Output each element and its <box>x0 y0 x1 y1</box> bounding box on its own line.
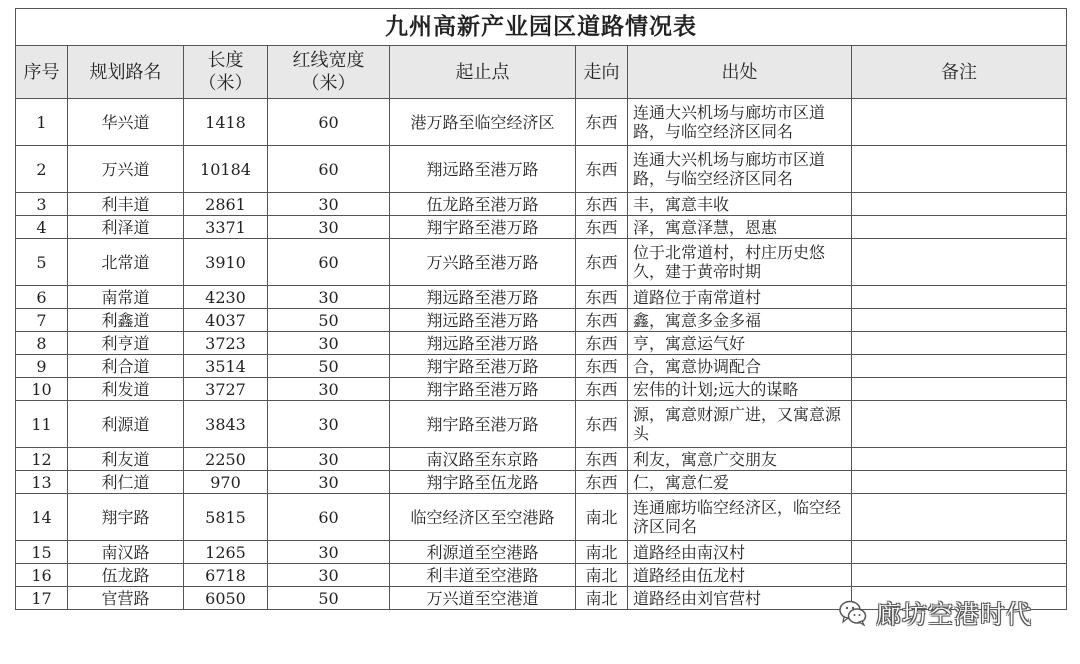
table-row <box>16 146 1067 193</box>
cell-red-line-width: 30 <box>268 286 390 309</box>
cell-direction: 南北 <box>576 541 628 564</box>
header-length: 长度（米） <box>184 46 268 99</box>
cell-remarks <box>852 193 1067 216</box>
cell-start-end: 伍龙路至港万路 <box>390 193 576 216</box>
cell-red-line-width: 30 <box>268 471 390 494</box>
cell-direction: 东西 <box>576 99 628 146</box>
cell-start-end: 翔远路至港万路 <box>390 286 576 309</box>
cell-length: 4037 <box>184 309 268 332</box>
cell-origin: 丰，寓意丰收 <box>628 193 852 216</box>
cell-start-end: 翔宇路至港万路 <box>390 378 576 401</box>
table-title: 九州高新产业园区道路情况表 <box>16 9 1067 46</box>
cell-road-name: 伍龙路 <box>68 564 184 587</box>
cell-road-name: 南常道 <box>68 286 184 309</box>
cell-road-name: 南汉路 <box>68 541 184 564</box>
header-road-name: 规划路名 <box>68 46 184 99</box>
cell-origin: 泽，寓意泽慧，恩惠 <box>628 216 852 239</box>
table-row <box>16 286 1067 309</box>
cell-red-line-width: 30 <box>268 564 390 587</box>
table-row <box>16 216 1067 239</box>
cell-index: 9 <box>16 355 68 378</box>
cell-origin: 道路位于南常道村 <box>628 286 852 309</box>
cell-red-line-width: 60 <box>268 146 390 193</box>
cell-start-end: 翔远路至港万路 <box>390 309 576 332</box>
cell-direction: 南北 <box>576 587 628 610</box>
cell-road-name: 利发道 <box>68 378 184 401</box>
cell-length: 970 <box>184 471 268 494</box>
cell-remarks <box>852 541 1067 564</box>
cell-origin: 连通大兴机场与廊坊市区道路，与临空经济区同名 <box>628 99 852 146</box>
wechat-icon <box>838 598 868 628</box>
cell-road-name: 北常道 <box>68 239 184 286</box>
cell-direction: 东西 <box>576 471 628 494</box>
cell-direction: 东西 <box>576 355 628 378</box>
cell-red-line-width: 50 <box>268 355 390 378</box>
cell-direction: 南北 <box>576 564 628 587</box>
cell-index: 14 <box>16 494 68 541</box>
cell-remarks <box>852 309 1067 332</box>
cell-remarks <box>852 146 1067 193</box>
cell-origin: 合，寓意协调配合 <box>628 355 852 378</box>
cell-red-line-width: 30 <box>268 332 390 355</box>
cell-start-end: 翔宇路至港万路 <box>390 216 576 239</box>
cell-red-line-width: 30 <box>268 541 390 564</box>
cell-start-end: 翔宇路至伍龙路 <box>390 471 576 494</box>
cell-length: 1418 <box>184 99 268 146</box>
cell-direction: 东西 <box>576 448 628 471</box>
cell-start-end: 万兴路至港万路 <box>390 239 576 286</box>
cell-length: 2250 <box>184 448 268 471</box>
table-row <box>16 239 1067 286</box>
header-direction: 走向 <box>576 46 628 99</box>
cell-origin: 亨，寓意运气好 <box>628 332 852 355</box>
cell-red-line-width: 30 <box>268 216 390 239</box>
table-row <box>16 193 1067 216</box>
cell-direction: 东西 <box>576 193 628 216</box>
table-row <box>16 309 1067 332</box>
cell-remarks <box>852 401 1067 448</box>
header-start-end: 起止点 <box>390 46 576 99</box>
cell-start-end: 翔远路至港万路 <box>390 146 576 193</box>
road-info-table <box>15 8 1067 610</box>
cell-start-end: 港万路至临空经济区 <box>390 99 576 146</box>
cell-remarks <box>852 332 1067 355</box>
cell-road-name: 利友道 <box>68 448 184 471</box>
cell-direction: 东西 <box>576 309 628 332</box>
cell-remarks <box>852 448 1067 471</box>
table-row <box>16 355 1067 378</box>
cell-index: 13 <box>16 471 68 494</box>
cell-road-name: 利源道 <box>68 401 184 448</box>
header-red-line-width: 红线宽度（米） <box>268 46 390 99</box>
cell-road-name: 利泽道 <box>68 216 184 239</box>
cell-start-end: 利源道至空港路 <box>390 541 576 564</box>
cell-road-name: 官营路 <box>68 587 184 610</box>
cell-length: 2861 <box>184 193 268 216</box>
cell-index: 8 <box>16 332 68 355</box>
cell-index: 1 <box>16 99 68 146</box>
table-body <box>16 99 1067 610</box>
cell-start-end: 临空经济区至空港路 <box>390 494 576 541</box>
cell-length: 1265 <box>184 541 268 564</box>
cell-road-name: 万兴道 <box>68 146 184 193</box>
cell-direction: 东西 <box>576 378 628 401</box>
cell-origin: 连通廊坊临空经济区，临空经济区同名 <box>628 494 852 541</box>
cell-length: 3727 <box>184 378 268 401</box>
cell-remarks <box>852 378 1067 401</box>
cell-start-end: 翔宇路至港万路 <box>390 401 576 448</box>
table-row <box>16 401 1067 448</box>
cell-red-line-width: 50 <box>268 587 390 610</box>
cell-red-line-width: 30 <box>268 193 390 216</box>
cell-length: 3723 <box>184 332 268 355</box>
cell-remarks <box>852 494 1067 541</box>
cell-origin: 宏伟的计划;远大的谋略 <box>628 378 852 401</box>
cell-road-name: 华兴道 <box>68 99 184 146</box>
cell-origin: 道路经由刘官营村 <box>628 587 852 610</box>
table-row <box>16 448 1067 471</box>
cell-origin: 连通大兴机场与廊坊市区道路，与临空经济区同名 <box>628 146 852 193</box>
cell-road-name: 利仁道 <box>68 471 184 494</box>
cell-start-end: 翔宇路至港万路 <box>390 355 576 378</box>
table-row <box>16 564 1067 587</box>
cell-index: 16 <box>16 564 68 587</box>
cell-origin: 利友，寓意广交朋友 <box>628 448 852 471</box>
cell-red-line-width: 50 <box>268 309 390 332</box>
cell-direction: 东西 <box>576 286 628 309</box>
cell-index: 17 <box>16 587 68 610</box>
cell-length: 5815 <box>184 494 268 541</box>
cell-start-end: 利丰道至空港路 <box>390 564 576 587</box>
cell-direction: 东西 <box>576 401 628 448</box>
cell-remarks <box>852 564 1067 587</box>
cell-index: 6 <box>16 286 68 309</box>
cell-origin: 鑫，寓意多金多福 <box>628 309 852 332</box>
cell-length: 6050 <box>184 587 268 610</box>
cell-length: 10184 <box>184 146 268 193</box>
cell-index: 2 <box>16 146 68 193</box>
cell-remarks <box>852 355 1067 378</box>
cell-length: 3371 <box>184 216 268 239</box>
table-row <box>16 471 1067 494</box>
cell-road-name: 利鑫道 <box>68 309 184 332</box>
cell-road-name: 利丰道 <box>68 193 184 216</box>
cell-index: 10 <box>16 378 68 401</box>
cell-length: 3843 <box>184 401 268 448</box>
cell-length: 4230 <box>184 286 268 309</box>
cell-start-end: 南汉路至东京路 <box>390 448 576 471</box>
cell-road-name: 利合道 <box>68 355 184 378</box>
cell-index: 3 <box>16 193 68 216</box>
cell-direction: 东西 <box>576 146 628 193</box>
cell-start-end: 翔远路至港万路 <box>390 332 576 355</box>
cell-index: 4 <box>16 216 68 239</box>
cell-direction: 东西 <box>576 332 628 355</box>
cell-index: 12 <box>16 448 68 471</box>
cell-red-line-width: 30 <box>268 401 390 448</box>
cell-red-line-width: 60 <box>268 239 390 286</box>
cell-road-name: 翔宇路 <box>68 494 184 541</box>
table-row <box>16 99 1067 146</box>
cell-remarks <box>852 99 1067 146</box>
watermark-text: 廊坊空港时代 <box>876 600 1033 629</box>
cell-index: 5 <box>16 239 68 286</box>
watermark <box>838 596 1058 630</box>
table-row <box>16 378 1067 401</box>
cell-origin: 道路经由南汉村 <box>628 541 852 564</box>
table-row <box>16 541 1067 564</box>
cell-origin: 位于北常道村，村庄历史悠久，建于黄帝时期 <box>628 239 852 286</box>
cell-red-line-width: 30 <box>268 448 390 471</box>
cell-remarks <box>852 239 1067 286</box>
cell-red-line-width: 60 <box>268 494 390 541</box>
table-row <box>16 332 1067 355</box>
cell-length: 6718 <box>184 564 268 587</box>
cell-direction: 南北 <box>576 494 628 541</box>
header-index: 序号 <box>16 46 68 99</box>
cell-length: 3910 <box>184 239 268 286</box>
cell-remarks <box>852 471 1067 494</box>
cell-red-line-width: 60 <box>268 99 390 146</box>
cell-origin: 道路经由伍龙村 <box>628 564 852 587</box>
table-row <box>16 494 1067 541</box>
cell-origin: 仁，寓意仁爱 <box>628 471 852 494</box>
cell-direction: 东西 <box>576 239 628 286</box>
cell-index: 11 <box>16 401 68 448</box>
cell-red-line-width: 30 <box>268 378 390 401</box>
header-origin: 出处 <box>628 46 852 99</box>
cell-length: 3514 <box>184 355 268 378</box>
cell-road-name: 利亨道 <box>68 332 184 355</box>
header-remarks: 备注 <box>852 46 1067 99</box>
cell-index: 15 <box>16 541 68 564</box>
cell-origin: 源，寓意财源广进，又寓意源头 <box>628 401 852 448</box>
cell-start-end: 万兴道至空港道 <box>390 587 576 610</box>
cell-remarks <box>852 286 1067 309</box>
cell-remarks <box>852 216 1067 239</box>
cell-direction: 东西 <box>576 216 628 239</box>
cell-index: 7 <box>16 309 68 332</box>
